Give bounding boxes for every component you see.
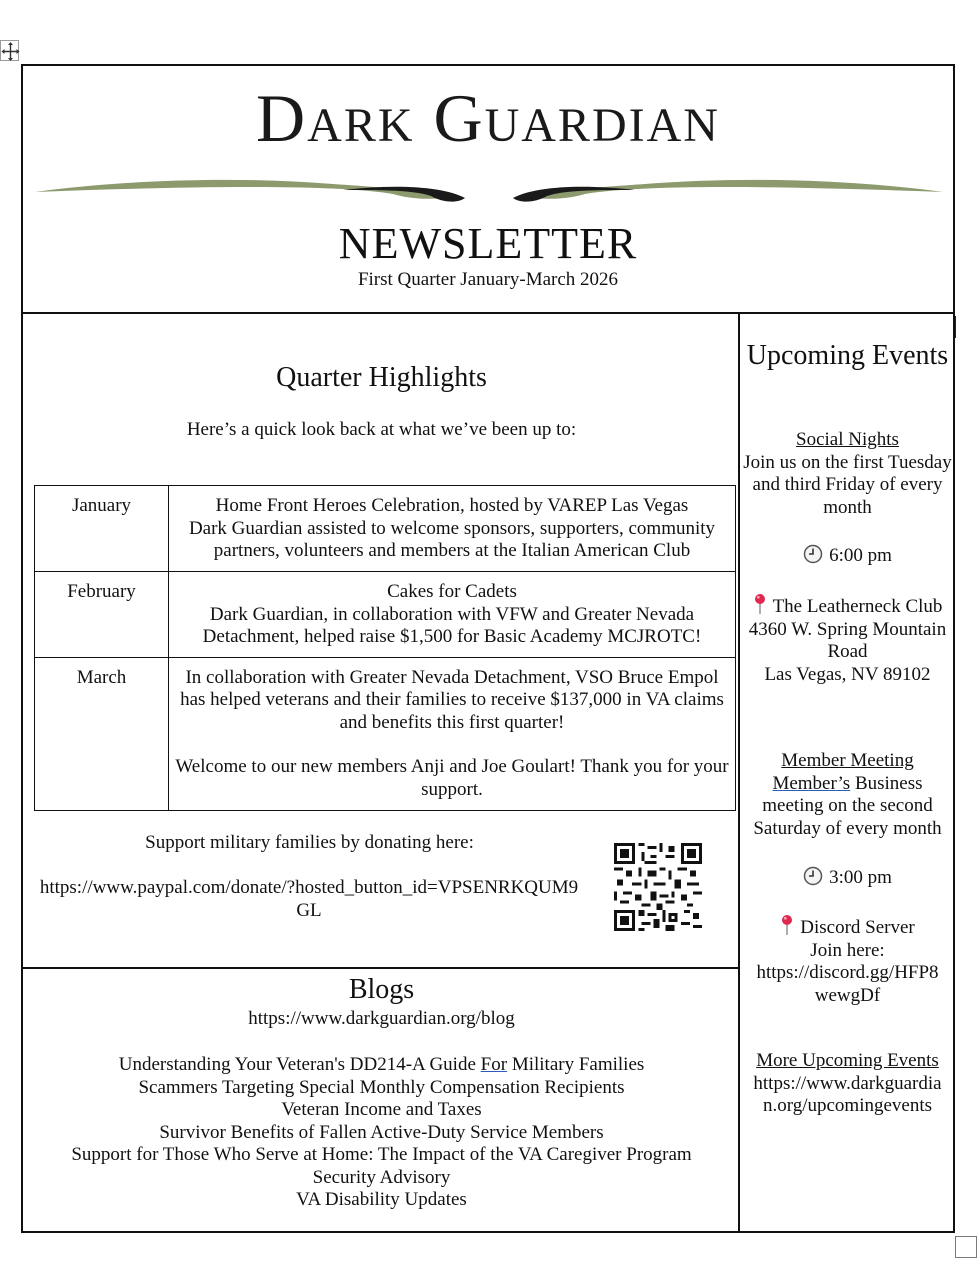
blog-item[interactable]: Scammers Targeting Special Monthly Compensation Recipients: [138, 1076, 625, 1098]
event-heading: Social Nights: [796, 429, 899, 450]
table-resize-handle[interactable]: [955, 1236, 977, 1258]
blogs-link[interactable]: https://www.darkguardian.org/blog: [248, 1008, 515, 1029]
event-description: Member’s Business meeting on the second Saturday of every month: [753, 772, 942, 839]
social-nights-event: [742, 429, 953, 519]
qr-code-icon[interactable]: [614, 843, 702, 931]
highlight-line: Dark Guardian assisted to welcome sponsors, supporters, community partners, volunteers and members at the Italian American Club: [188, 517, 716, 561]
main-column: [23, 314, 740, 1231]
clock-icon: [803, 544, 823, 564]
pushpin-icon: [753, 593, 767, 615]
blog-item[interactable]: Understanding Your Veteran's DD214-A Guide For Military Families: [118, 1054, 645, 1075]
blog-item[interactable]: Security Advisory: [312, 1166, 451, 1188]
donate-prompt: Support military families by donating here:: [145, 832, 474, 853]
events-column: [742, 314, 953, 1231]
more-events-link[interactable]: https://www.darkguardian.org/upcomingevents: [753, 1072, 942, 1116]
venue-address: 4360 W. Spring Mountain Road: [748, 618, 947, 662]
highlight-line: In collaboration with Greater Nevada Detachment, VSO Bruce Empol has helped veterans and their families to receive $137,000 in VA claims and benefits this first quarter!: [180, 666, 724, 733]
spellcheck-underlined-word: Member’s: [772, 772, 851, 794]
social-nights-time: 6:00 pm: [742, 544, 953, 568]
highlights-intro: Here’s a quick look back at what we’ve been up to:: [186, 419, 577, 440]
blog-item[interactable]: VA Disability Updates: [296, 1189, 467, 1210]
member-meeting-event: [742, 750, 953, 840]
blog-item[interactable]: Survivor Benefits of Fallen Active-Duty Service Members: [159, 1121, 604, 1143]
spellcheck-underlined-word: For: [480, 1054, 508, 1075]
clock-icon: [803, 866, 823, 886]
table-row: [35, 486, 736, 572]
join-label: Join here:: [810, 939, 885, 961]
member-meeting-location: [742, 914, 953, 1007]
highlight-line: Welcome to our new members Anji and Joe Goulart! Thank you for your support.: [175, 756, 729, 800]
quarter-highlights-section: [23, 314, 740, 969]
highlight-cell[interactable]: [169, 657, 736, 810]
newsletter-subtitle: First Quarter January-March 2026: [357, 269, 619, 290]
table-row: [35, 657, 736, 810]
donate-link[interactable]: https://www.paypal.com/donate/?hosted_button_id=VPSENRKQUM9GL: [39, 877, 579, 921]
highlights-title: Quarter Highlights: [276, 362, 487, 393]
discord-link[interactable]: https://discord.gg/HFP8wewgDf: [756, 962, 939, 1006]
venue-name: The Leatherneck Club: [772, 596, 943, 617]
event-heading[interactable]: More Upcoming Events: [756, 1050, 939, 1071]
move-handle-icon: [1, 41, 20, 62]
logo-text: Dark Guardian: [256, 80, 720, 156]
month-cell[interactable]: February: [35, 572, 169, 658]
blog-item[interactable]: Veteran Income and Taxes: [281, 1099, 482, 1120]
pushpin-icon: [780, 914, 794, 936]
highlights-table: [34, 485, 736, 811]
venue-city: Las Vegas, NV 89102: [764, 663, 931, 685]
events-title: Upcoming Events: [746, 340, 949, 371]
venue-name: Discord Server: [800, 917, 915, 938]
month-cell[interactable]: January: [35, 486, 169, 572]
highlight-line: Home Front Heroes Celebration, hosted by VAREP Las Vegas: [215, 495, 689, 516]
blogs-section: [23, 971, 740, 1231]
masthead: [23, 66, 953, 314]
social-nights-location: [742, 593, 953, 686]
blog-item[interactable]: Support for Those Who Serve at Home: The Impact of the VA Caregiver Program: [71, 1144, 692, 1165]
highlight-line: Cakes for Cadets: [387, 581, 517, 602]
newsletter-title: NEWSLETTER: [338, 219, 638, 268]
more-events: [742, 1050, 953, 1118]
highlight-cell[interactable]: [169, 572, 736, 658]
member-meeting-time: 3:00 pm: [742, 866, 953, 890]
blogs-title: Blogs: [348, 974, 415, 1005]
table-row: [35, 572, 736, 658]
event-description: Join us on the first Tuesday and third Friday of every month: [743, 451, 952, 518]
logo-swirl-ornament: [33, 170, 945, 214]
table-move-handle[interactable]: [0, 40, 19, 61]
month-cell[interactable]: March: [35, 657, 169, 810]
event-heading: Member Meeting: [781, 750, 914, 771]
highlight-line: Dark Guardian, in collaboration with VFW and Greater Nevada Detachment, helped raise $1,500 for Basic Academy MCJROTC!: [202, 603, 702, 647]
blog-list: [23, 1054, 740, 1212]
newsletter-table: [21, 64, 955, 1233]
highlight-cell[interactable]: [169, 486, 736, 572]
